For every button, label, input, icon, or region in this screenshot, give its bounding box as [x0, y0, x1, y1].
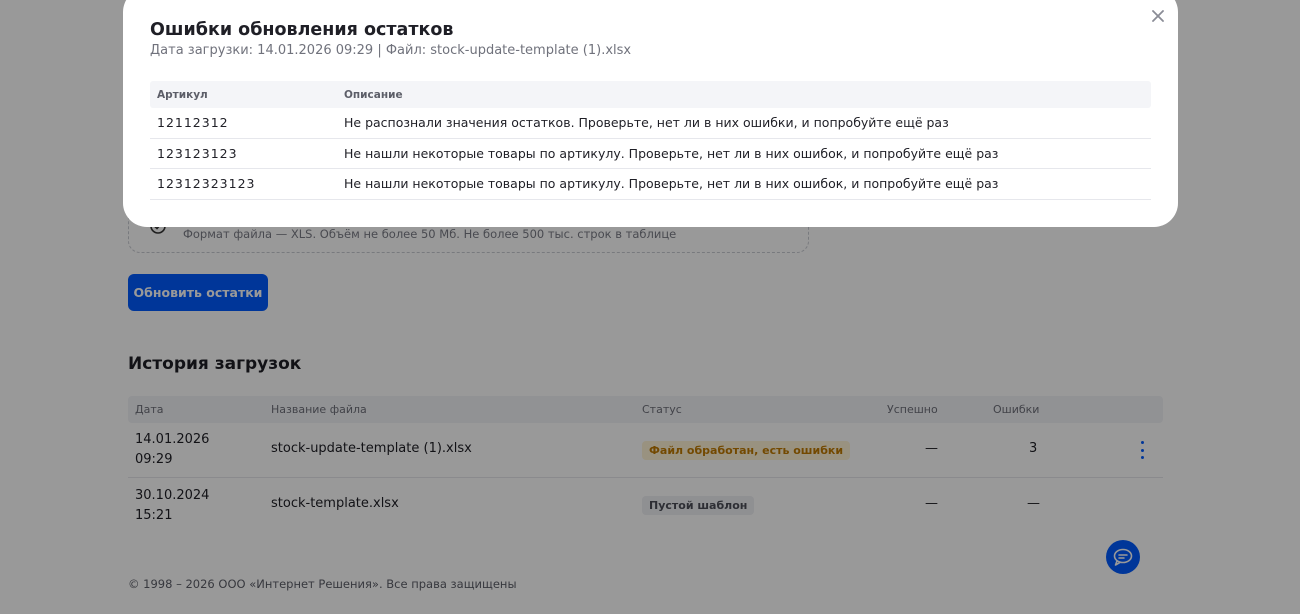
error-description: Не нашли некоторые товары по артикулу. Проверьте, нет ли в них ошибок, и попробуйте ещё раз	[344, 176, 999, 191]
sku-value: 123123123	[157, 145, 238, 161]
upload-time: 09:29	[135, 452, 173, 467]
error-description: Не нашли некоторые товары по артикулу. Проверьте, нет ли в них ошибок, и попробуйте ещё раз	[344, 145, 999, 161]
table-row	[150, 139, 1151, 170]
status-badge: Файл обработан, есть ошибки	[642, 441, 850, 460]
success-count: —	[925, 441, 938, 456]
errors-table-header	[150, 81, 1151, 108]
modal-subtitle: Дата загрузки: 14.01.2026 09:29 | Файл: stock-update-template (1).xlsx	[150, 43, 632, 58]
errors-count: 3	[1029, 441, 1038, 456]
file-format-hint: Формат файла — XLS. Объём не более 50 Мб. Не более 500 тыс. строк в таблице	[183, 227, 677, 241]
success-count: —	[925, 496, 938, 511]
table-row	[150, 108, 1151, 139]
table-row	[150, 169, 1151, 200]
upload-time: 15:21	[135, 508, 173, 523]
file-name[interactable]: stock-update-template (1).xlsx	[271, 441, 472, 456]
footer-copyright: © 1998 – 2026 ООО «Интернет Решения». Все права защищены	[128, 577, 517, 591]
file-name[interactable]: stock-template.xlsx	[271, 496, 399, 511]
column-file-name: Название файла	[271, 403, 367, 416]
column-sku: Артикул	[157, 89, 208, 101]
errors-count: —	[1027, 496, 1040, 511]
error-description: Не распознали значения остатков. Проверьте, нет ли в них ошибки, и попробуйте ещё раз	[344, 115, 949, 130]
upload-date-day: 30.10.2024	[135, 488, 210, 503]
status-badge: Пустой шаблон	[642, 496, 754, 515]
column-status: Статус	[642, 403, 682, 416]
close-icon[interactable]	[1150, 8, 1166, 24]
sku-value: 12112312	[157, 115, 229, 130]
column-success: Успешно	[887, 403, 938, 416]
history-title: История загрузок	[128, 354, 302, 374]
column-errors: Ошибки	[993, 403, 1040, 416]
modal-title: Ошибки обновления остатков	[150, 20, 454, 40]
errors-modal	[123, 0, 1178, 227]
upload-date-day: 14.01.2026	[135, 432, 210, 447]
errors-table	[150, 81, 1151, 200]
column-description: Описание	[344, 89, 403, 101]
column-date: Дата	[135, 403, 164, 416]
sku-value: 12312323123	[157, 176, 256, 191]
update-stock-button[interactable]: Обновить остатки	[128, 274, 268, 311]
